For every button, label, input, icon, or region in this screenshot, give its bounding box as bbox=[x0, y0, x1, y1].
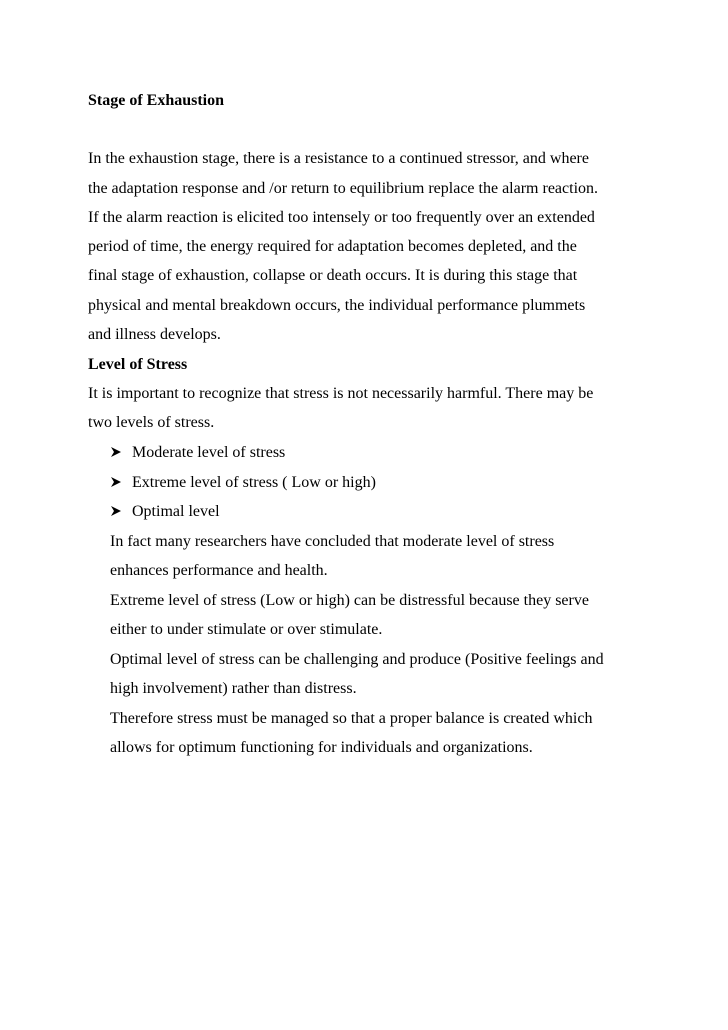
paragraph-line: two levels of stress. bbox=[88, 414, 215, 431]
paragraph-line: In the exhaustion stage, there is a resistance to a continued stressor, and where bbox=[88, 150, 589, 167]
arrow-bullet-icon bbox=[110, 476, 122, 488]
arrow-bullet-icon bbox=[110, 505, 122, 517]
paragraph-line: period of time, the energy required for adaptation becomes depleted, and the bbox=[88, 238, 577, 255]
paragraph-line: Optimal level of stress can be challenging and produce (Positive feelings and bbox=[110, 651, 604, 668]
bullet-text: Moderate level of stress bbox=[132, 444, 286, 461]
paragraph-line: Therefore stress must be managed so that a proper balance is created which bbox=[110, 710, 593, 727]
paragraph-line: If the alarm reaction is elicited too intensely or too frequently over an extended bbox=[88, 209, 595, 226]
paragraph-line: enhances performance and health. bbox=[110, 562, 328, 579]
paragraph-line: either to under stimulate or over stimulate. bbox=[110, 621, 383, 638]
paragraph-line: final stage of exhaustion, collapse or death occurs. It is during this stage that bbox=[88, 267, 578, 284]
bullet-item bbox=[110, 443, 285, 463]
bullet-text: Optimal level bbox=[132, 503, 220, 520]
paragraph-line: It is important to recognize that stress is not necessarily harmful. There may be bbox=[88, 385, 594, 402]
bullet-text: Extreme level of stress ( Low or high) bbox=[132, 474, 376, 491]
paragraph-line: and illness develops. bbox=[88, 326, 221, 343]
paragraph-line: the adaptation response and /or return to equilibrium replace the alarm reaction. bbox=[88, 180, 599, 197]
arrow-bullet-icon bbox=[110, 446, 122, 458]
section-heading-level-of-stress: Level of Stress bbox=[88, 356, 188, 373]
bullet-item bbox=[110, 502, 220, 522]
paragraph-line: high involvement) rather than distress. bbox=[110, 680, 357, 697]
paragraph-line: In fact many researchers have concluded that moderate level of stress bbox=[110, 533, 555, 550]
paragraph-line: Extreme level of stress (Low or high) can be distressful because they serve bbox=[110, 592, 589, 609]
bullet-item bbox=[110, 473, 376, 493]
paragraph-line: physical and mental breakdown occurs, the individual performance plummets bbox=[88, 297, 586, 314]
section-heading-exhaustion: Stage of Exhaustion bbox=[88, 92, 225, 109]
paragraph-line: allows for optimum functioning for individuals and organizations. bbox=[110, 739, 533, 756]
